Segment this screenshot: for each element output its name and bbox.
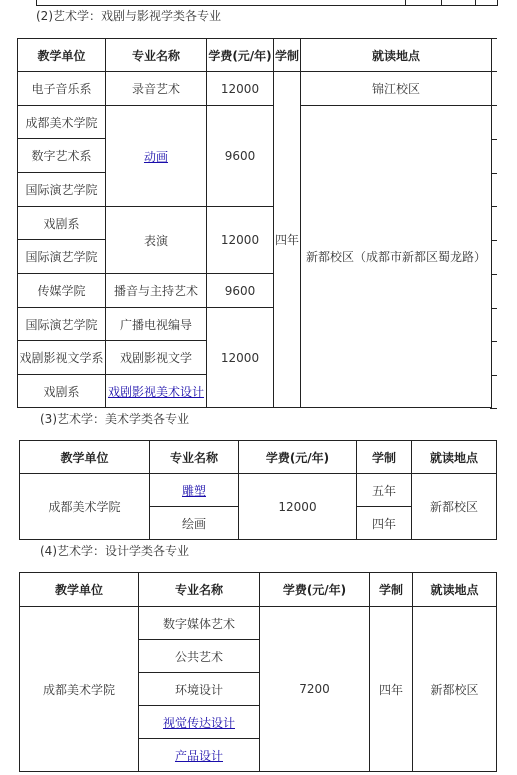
header-location: 就读地点 bbox=[301, 39, 492, 72]
header-fee: 学费(元/年) bbox=[260, 573, 370, 607]
section-title-2: (2)艺术学：戏剧与影视学类各专业 bbox=[36, 9, 221, 23]
header-location: 就读地点 bbox=[413, 573, 497, 607]
header-unit: 教学单位 bbox=[20, 441, 150, 474]
section-title-3: (3)艺术学：美术学类各专业 bbox=[40, 412, 189, 426]
table-cell-major-link[interactable] bbox=[106, 106, 207, 207]
table-cell-major: 广播电视编导 bbox=[106, 308, 207, 341]
table-cell-fee: 12000 bbox=[207, 207, 274, 274]
table-cell-major: 环境设计 bbox=[139, 673, 260, 706]
header-unit: 教学单位 bbox=[20, 573, 139, 607]
table-cell-unit: 成都美术学院 bbox=[20, 607, 139, 772]
header-duration: 学制 bbox=[357, 441, 412, 474]
major-link-drama-film-art-design[interactable]: 戏剧影视美术设计 bbox=[107, 384, 204, 399]
table-design bbox=[19, 572, 497, 772]
table-cell-major: 戏剧影视文学 bbox=[106, 341, 207, 375]
header-duration: 学制 bbox=[370, 573, 413, 607]
header-duration: 学制 bbox=[274, 39, 301, 72]
table-cell-fee: 9600 bbox=[207, 106, 274, 207]
header-major: 专业名称 bbox=[106, 39, 207, 72]
major-link-animation[interactable]: 动画 bbox=[143, 149, 168, 164]
header-fee: 学费(元/年) bbox=[239, 441, 357, 474]
table-cell-unit: 成都美术学院 bbox=[20, 474, 150, 540]
table-cell-unit: 国际演艺学院 bbox=[18, 240, 106, 274]
table-cell-unit: 戏剧影视文学系 bbox=[18, 341, 106, 375]
header-major: 专业名称 bbox=[150, 441, 239, 474]
table-cell-duration: 五年 bbox=[357, 474, 412, 507]
header-location: 就读地点 bbox=[412, 441, 497, 474]
major-link-product-design[interactable]: 产品设计 bbox=[174, 748, 223, 763]
table-cell-major-link[interactable] bbox=[150, 474, 239, 507]
table-cell-major: 播音与主持艺术 bbox=[106, 274, 207, 308]
table-cell-duration: 四年 bbox=[370, 607, 413, 772]
major-link-visual-communication[interactable]: 视觉传达设计 bbox=[162, 715, 235, 730]
table-drama-film bbox=[17, 38, 492, 408]
table-cell-unit: 成都美术学院 bbox=[18, 106, 106, 139]
table-cell-unit: 戏剧系 bbox=[18, 207, 106, 240]
table-cell-major-link[interactable] bbox=[139, 706, 260, 739]
header-major: 专业名称 bbox=[139, 573, 260, 607]
table-cell-location: 新都校区 bbox=[412, 474, 497, 540]
header-unit: 教学单位 bbox=[18, 39, 106, 72]
table-cell-unit: 国际演艺学院 bbox=[18, 173, 106, 207]
table-cell-unit: 国际演艺学院 bbox=[18, 308, 106, 341]
table-cell-major-link[interactable] bbox=[139, 739, 260, 772]
table-cell-location: 新都校区 bbox=[413, 607, 497, 772]
table-cell-unit: 戏剧系 bbox=[18, 375, 106, 408]
table-cell-unit: 数字艺术系 bbox=[18, 139, 106, 173]
table-cell-unit: 传媒学院 bbox=[18, 274, 106, 308]
table-cell-fee: 12000 bbox=[207, 72, 274, 106]
table-fine-arts bbox=[19, 440, 497, 540]
header-fee: 学费(元/年) bbox=[207, 39, 274, 72]
section-title-4: (4)艺术学：设计学类各专业 bbox=[40, 544, 189, 558]
table-cell-unit: 电子音乐系 bbox=[18, 72, 106, 106]
table-cell-fee: 12000 bbox=[239, 474, 357, 540]
table-cell-major: 数字媒体艺术 bbox=[139, 607, 260, 640]
table-cell-fee: 9600 bbox=[207, 274, 274, 308]
table-cell-location: 锦江校区 bbox=[301, 72, 492, 106]
table-cell-major: 公共艺术 bbox=[139, 640, 260, 673]
table-cell-duration: 四年 bbox=[357, 507, 412, 540]
table-cell-fee: 7200 bbox=[260, 607, 370, 772]
table-cell-major-link[interactable] bbox=[106, 375, 207, 408]
table-cell-major: 绘画 bbox=[150, 507, 239, 540]
previous-table-remnant bbox=[36, 0, 498, 6]
table-cell-duration: 四年 bbox=[274, 72, 301, 408]
table-cell-location: 新都校区（成都市新都区蜀龙路） bbox=[301, 106, 492, 408]
table-cell-major: 录音艺术 bbox=[106, 72, 207, 106]
table-cell-major: 表演 bbox=[106, 207, 207, 274]
major-link-sculpture[interactable]: 雕塑 bbox=[181, 483, 206, 498]
table-cell-fee: 12000 bbox=[207, 308, 274, 408]
